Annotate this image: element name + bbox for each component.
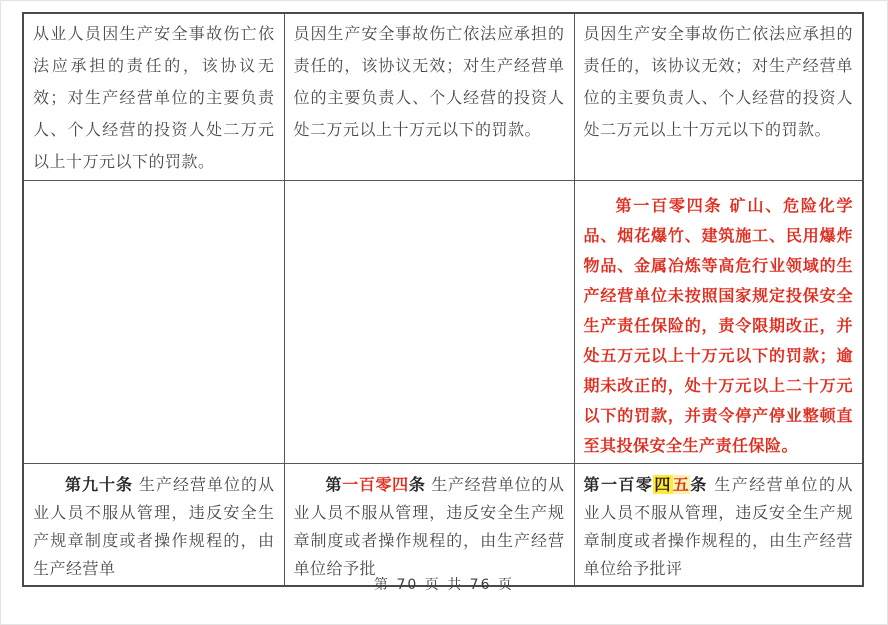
- article-number: 第九十条: [65, 475, 133, 494]
- cell-paragraph: [294, 468, 565, 583]
- article-number-prefix: 第: [325, 475, 343, 494]
- table-row: [23, 181, 863, 464]
- cell-r2c2-empty: [284, 181, 574, 464]
- article-body: 生产经营单位的从业人员不服从管理，违反安全生产规章制度或者操作规程的，由生产经营单位给予批: [293, 475, 565, 578]
- law-comparison-table: [22, 12, 864, 587]
- cell-r2c3: [574, 181, 863, 464]
- article-number-changed: 一百零四: [342, 475, 409, 494]
- article-body: 生产经营单位的从业人员不服从管理，违反安全生产规章制度或者操作规程的，由生产经营单位给予批评: [583, 475, 853, 578]
- article-number: 第一百零四条: [615, 196, 723, 215]
- cell-r3c3: [574, 464, 863, 587]
- article-number-changed: 五: [672, 475, 691, 494]
- cell-r2c1-empty: [23, 181, 284, 464]
- cell-paragraph: [33, 468, 275, 583]
- article-body: 生产经营单位的从业人员不服从管理，违反安全生产规章制度或者操作规程的，由生产经营单: [33, 475, 275, 578]
- amendment-paragraph: [584, 191, 854, 461]
- table-row: [23, 464, 863, 587]
- cell-r1c2: [284, 13, 574, 181]
- cell-paragraph: 从业人员因生产安全事故伤亡依法应承担的责任的，该协议无效；对生产经营单位的主要负责人、个人经营的投资人处二万元以上十万元以下的罚款。: [33, 24, 275, 171]
- cell-paragraph: 员因生产安全事故伤亡依法应承担的责任的，该协议无效；对生产经营单位的主要负责人、个人经营的投资人处二万元以上十万元以下的罚款。: [583, 24, 853, 139]
- cell-r3c2: [284, 464, 574, 587]
- cell-paragraph: [584, 468, 854, 583]
- cell-r1c3: [574, 13, 863, 181]
- article-body: 矿山、危险化学品、烟花爆竹、建筑施工、民用爆炸物品、金属冶炼等高危行业领域的生产经营单位未按照国家规定投保安全生产责任保险的，责令限期改正，并处五万元以上十万元以下的罚款；逾期未改正的，处十万元以上二十万元以下的罚款，并责令停产停业整顿直至其投保安全生产责任保险。: [583, 196, 853, 455]
- page-number-footer: 第 70 页 共 76 页: [374, 577, 514, 593]
- cell-paragraph: 员因生产安全事故伤亡依法应承担的责任的，该协议无效；对生产经营单位的主要负责人、个人经营的投资人处二万元以上十万元以下的罚款。: [293, 24, 565, 139]
- table-row: [23, 13, 863, 181]
- article-number-prefix: 第一百零: [583, 475, 654, 494]
- article-number-suffix: 条: [690, 475, 708, 494]
- cell-r1c1: [23, 13, 284, 181]
- article-number-highlighted: 四: [654, 475, 672, 494]
- cell-r3c1: [23, 464, 284, 587]
- article-number-suffix: 条: [408, 475, 426, 494]
